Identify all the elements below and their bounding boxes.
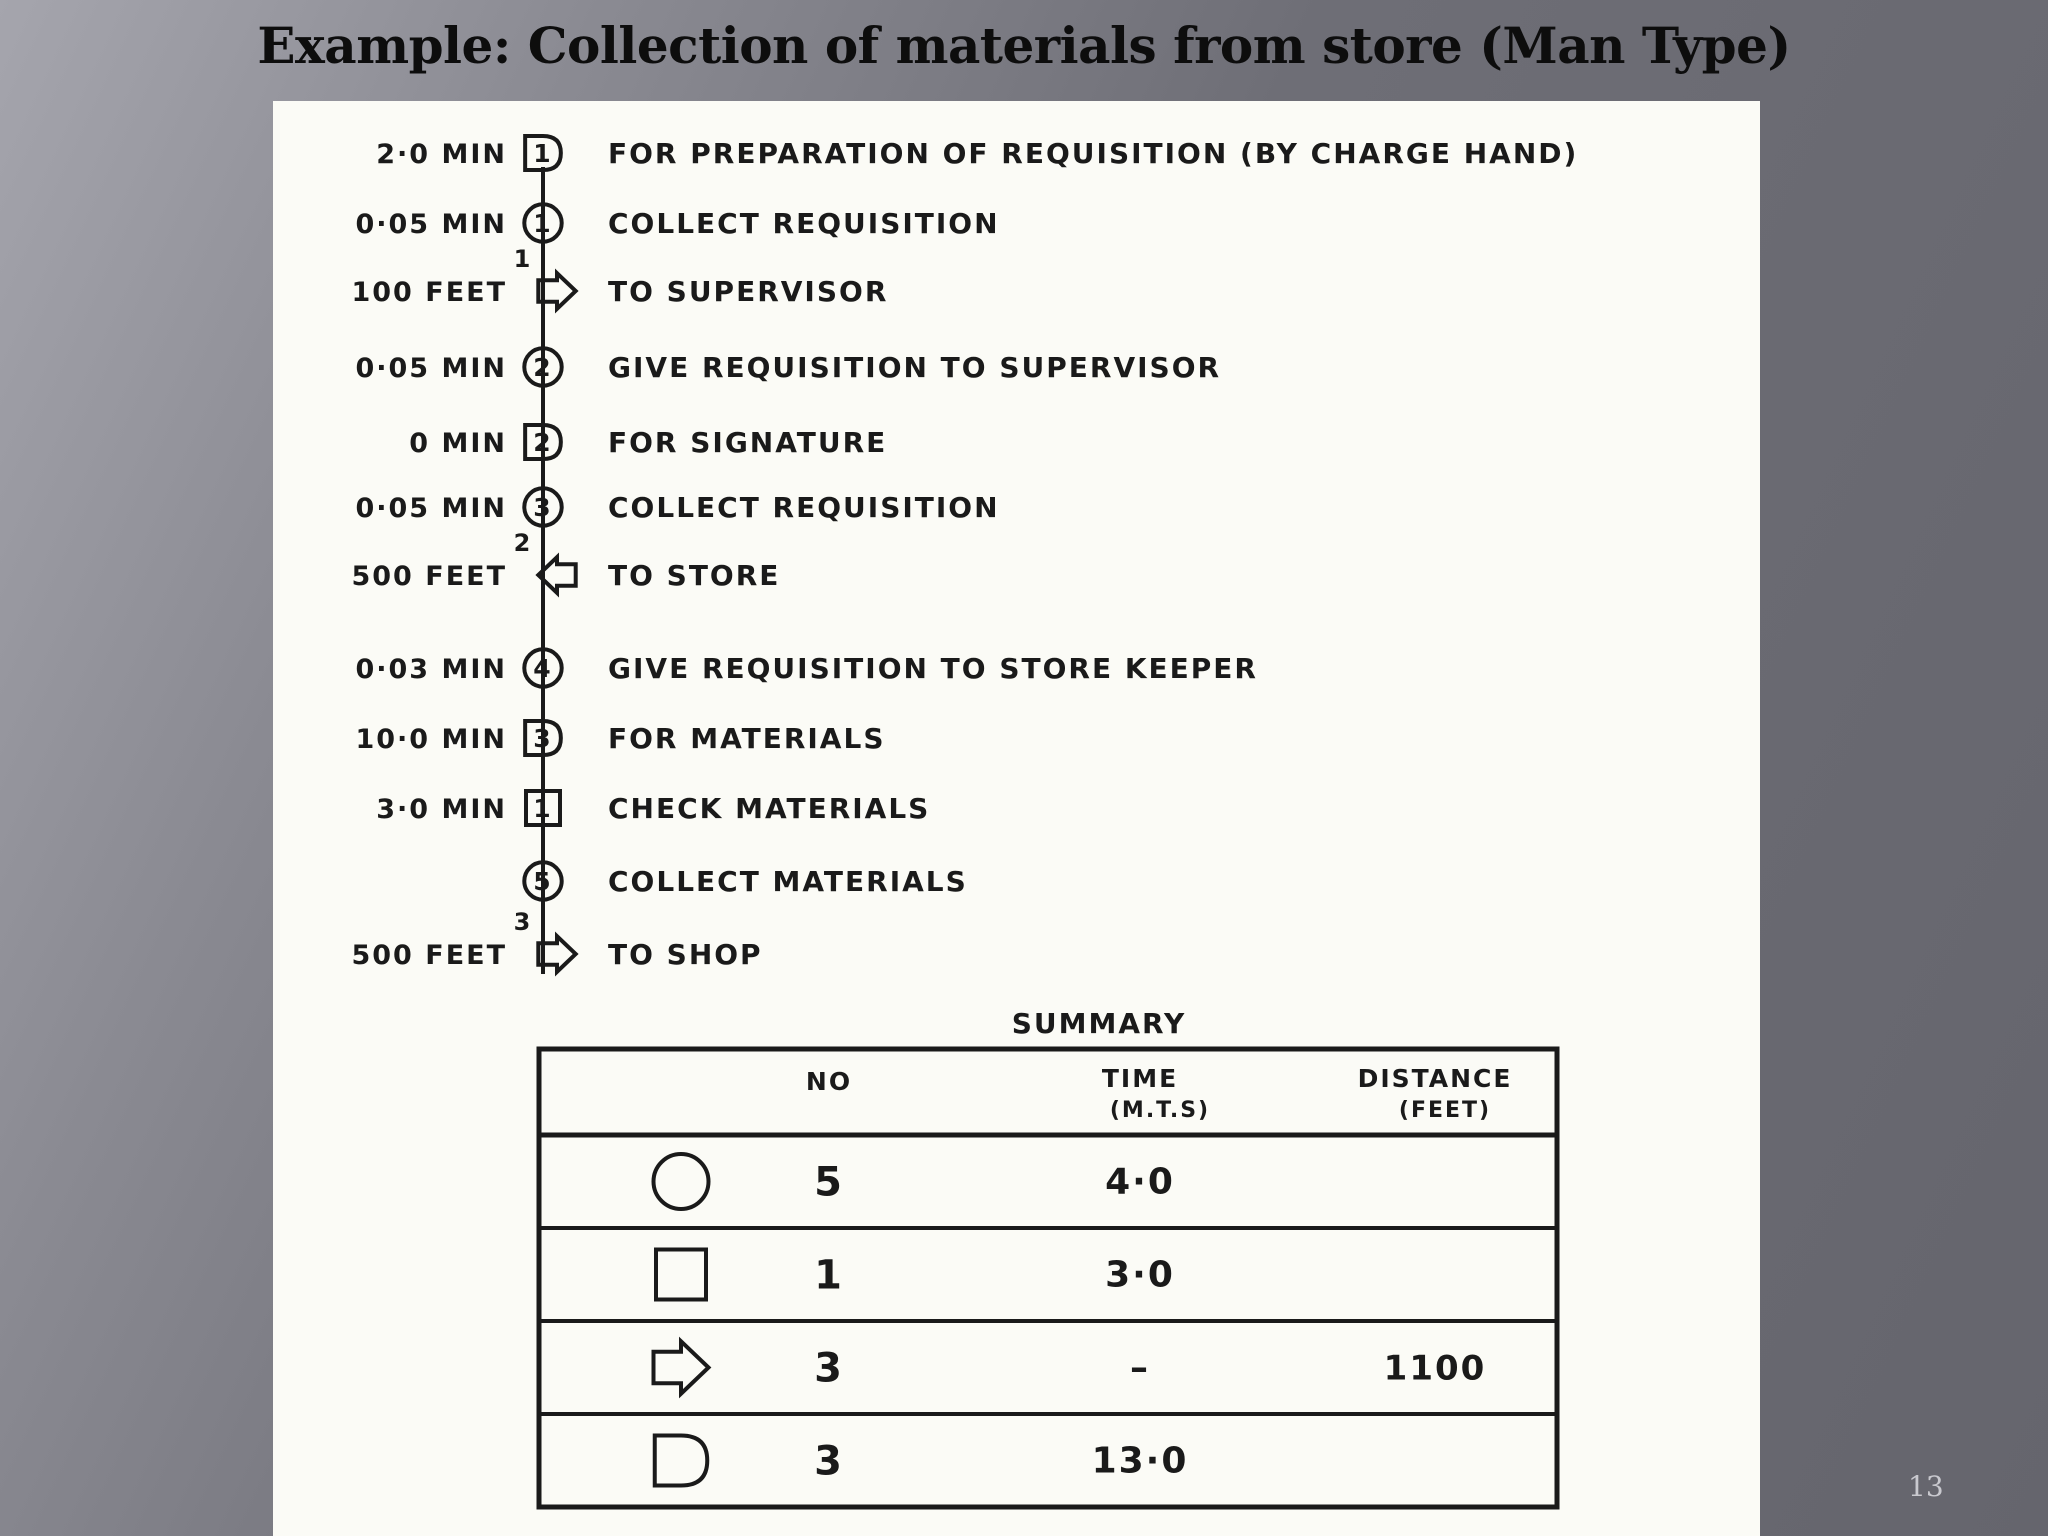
step-description: COLLECT MATERIALS <box>608 865 968 898</box>
step-amount: 0 MIN <box>409 428 507 459</box>
summary-no: 3 <box>814 1438 844 1485</box>
summary-header-time: TIME <box>1101 1064 1179 1093</box>
summary-symbol <box>655 1436 708 1486</box>
summary-row <box>655 1436 1189 1486</box>
summary-header-time-unit: (M.T.S) <box>1109 1098 1211 1123</box>
summary-symbol <box>654 1154 709 1209</box>
summary-time: 13·0 <box>1091 1440 1189 1482</box>
step-amount: 500 FEET <box>351 561 507 592</box>
process-chart <box>273 101 1760 1536</box>
step-symbol <box>524 488 561 525</box>
symbol-number: 1 <box>533 139 553 168</box>
step-description: TO SHOP <box>608 938 763 971</box>
summary-time: 3·0 <box>1105 1254 1175 1296</box>
step-symbol <box>525 136 561 170</box>
slide-title: Example: Collection of materials from store (Man Type) <box>257 16 1791 75</box>
delay-symbol <box>655 1436 708 1486</box>
step-amount: 0·05 MIN <box>355 493 507 524</box>
summary-header-no: NO <box>805 1067 853 1096</box>
summary-symbol <box>654 1341 709 1394</box>
transport-symbol <box>654 1341 709 1394</box>
step-symbol <box>525 721 561 755</box>
summary-row <box>654 1154 1175 1209</box>
step-symbol <box>525 425 561 459</box>
symbol-number: 3 <box>533 493 553 522</box>
step-symbol <box>524 862 561 899</box>
flow-process-chart-svg <box>273 101 1760 1536</box>
symbol-number: 3 <box>533 724 553 753</box>
symbol-number: 1 <box>533 794 553 823</box>
summary-header-distance-unit: (FEET) <box>1398 1098 1492 1123</box>
transport-number: 3 <box>513 908 533 936</box>
step-description: GIVE REQUISITION TO SUPERVISOR <box>608 351 1222 384</box>
step-amount: 3·0 MIN <box>376 794 507 825</box>
transport-number: 2 <box>513 529 533 557</box>
symbol-number: 2 <box>533 353 553 382</box>
step-description: FOR SIGNATURE <box>608 426 888 459</box>
summary-row <box>654 1341 1487 1394</box>
summary-no: 1 <box>814 1252 844 1299</box>
summary-time: 4·0 <box>1105 1161 1175 1203</box>
step-description: GIVE REQUISITION TO STORE KEEPER <box>608 652 1258 685</box>
summary-no: 5 <box>814 1159 844 1206</box>
transport-number: 1 <box>513 245 533 273</box>
step-amount: 500 FEET <box>351 940 507 971</box>
step-description: TO SUPERVISOR <box>608 275 889 308</box>
page-number: 13 <box>1908 1470 1944 1503</box>
step-amount: 100 FEET <box>351 277 507 308</box>
operation-symbol <box>654 1154 709 1209</box>
step-description: CHECK MATERIALS <box>608 792 931 825</box>
inspection-symbol <box>656 1250 706 1300</box>
summary-header-distance: DISTANCE <box>1357 1064 1513 1093</box>
step-amount: 0·03 MIN <box>355 654 507 685</box>
summary-time: – <box>1130 1347 1150 1389</box>
step-amount: 10·0 MIN <box>355 724 507 755</box>
step-description: COLLECT REQUISITION <box>608 491 1000 524</box>
step-symbol <box>526 791 560 825</box>
step-symbol <box>524 348 561 385</box>
summary-symbol <box>656 1250 706 1300</box>
summary-no: 3 <box>814 1345 844 1392</box>
summary-row <box>656 1250 1175 1300</box>
step-symbol <box>524 204 561 241</box>
summary-title: SUMMARY <box>1011 1007 1187 1040</box>
symbol-number: 2 <box>533 428 553 457</box>
step-amount: 0·05 MIN <box>355 209 507 240</box>
symbol-number: 1 <box>533 209 553 238</box>
step-description: FOR PREPARATION OF REQUISITION (BY CHARGE HAND) <box>608 137 1579 170</box>
step-amount: 0·05 MIN <box>355 353 507 384</box>
symbol-number: 5 <box>533 867 553 896</box>
summary-distance: 1100 <box>1383 1348 1487 1389</box>
step-symbol <box>524 649 561 686</box>
step-description: COLLECT REQUISITION <box>608 207 1000 240</box>
symbol-number: 4 <box>533 654 553 683</box>
step-amount: 2·0 MIN <box>376 139 507 170</box>
step-description: TO STORE <box>608 559 781 592</box>
step-description: FOR MATERIALS <box>608 722 886 755</box>
